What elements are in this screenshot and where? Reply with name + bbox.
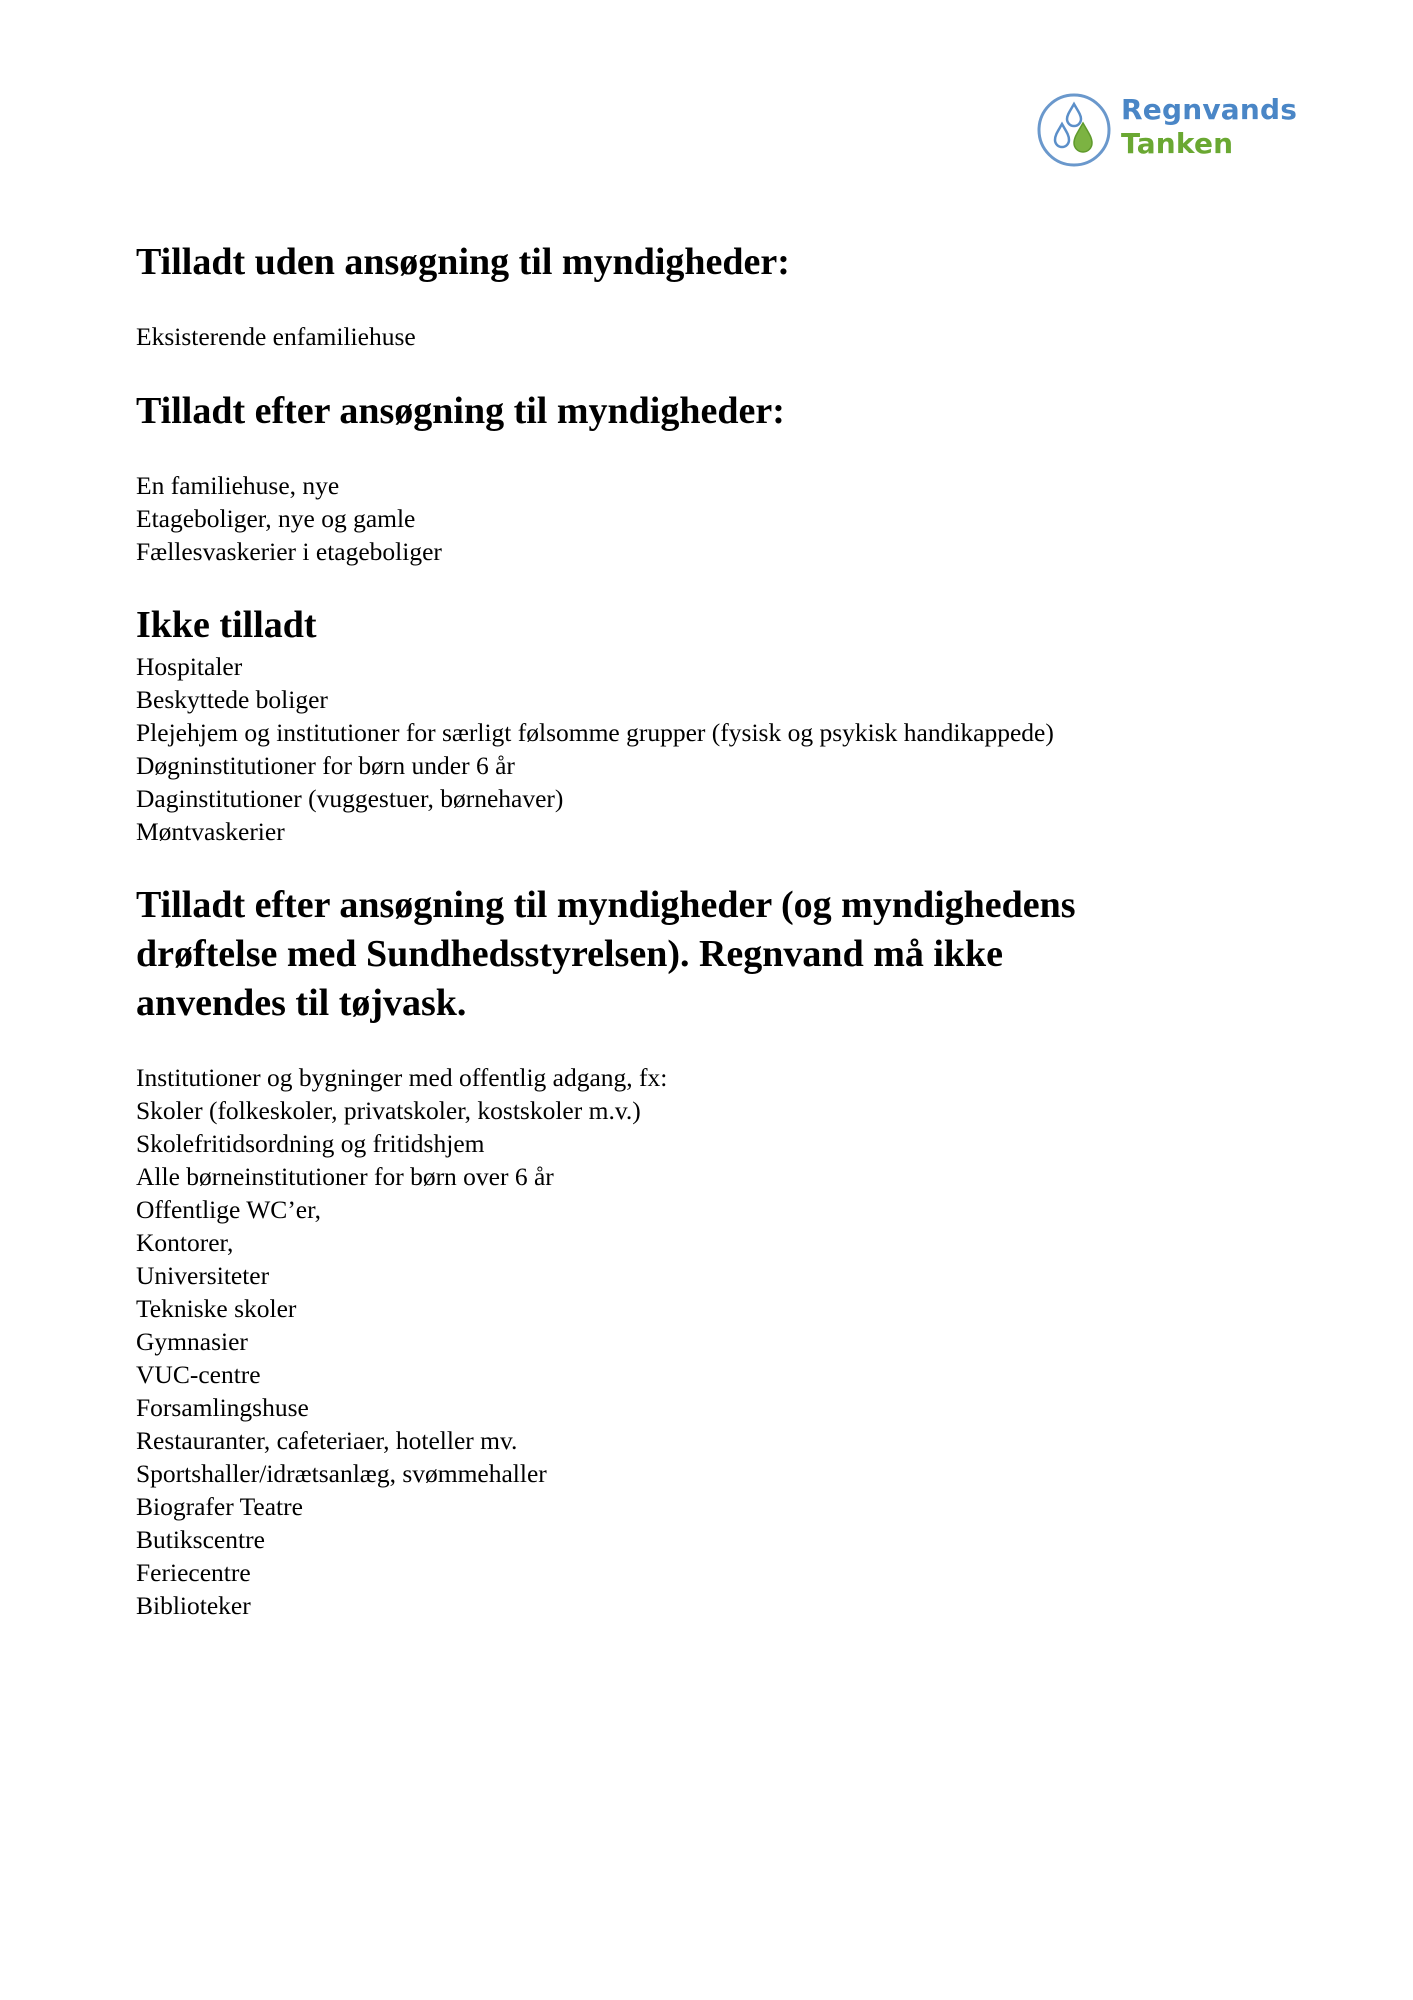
list-item: Eksisterende enfamiliehuse (136, 322, 416, 351)
list-item: Døgninstitutioner for børn under 6 år (136, 751, 515, 780)
list-item: Biografer Teatre (136, 1492, 303, 1521)
list-item: Beskyttede boliger (136, 685, 328, 714)
list-item: Universiteter (136, 1261, 270, 1290)
section-list (136, 650, 1054, 848)
list-item: Sportshaller/idrætsanlæg, svømmehaller (136, 1459, 547, 1488)
section-list (136, 469, 442, 568)
list-item: Møntvaskerier (136, 817, 285, 846)
list-item: Butikscentre (136, 1525, 265, 1554)
brand-logo (1034, 90, 1298, 170)
heading-line: anvendes til tøjvask. (136, 982, 467, 1024)
list-item: Hospitaler (136, 652, 243, 681)
section-list (136, 1061, 667, 1622)
section-heading: Ikke tilladt (136, 604, 317, 646)
section-heading: Tilladt uden ansøgning til myndigheder: (136, 241, 790, 283)
list-item: Fællesvaskerier i etageboliger (136, 537, 442, 566)
list-item: Tekniske skoler (136, 1294, 297, 1323)
list-item: En familiehuse, nye (136, 471, 340, 500)
list-item: Skoler (folkeskoler, privatskoler, kostskoler m.v.) (136, 1096, 641, 1125)
list-item: Biblioteker (136, 1591, 251, 1620)
water-drops-icon (1034, 90, 1114, 170)
heading-line: Tilladt efter ansøgning til myndigheder (og myndighedens (136, 884, 1076, 926)
list-item: Skolefritidsordning og fritidshjem (136, 1129, 485, 1158)
section-heading: Tilladt efter ansøgning til myndigheder: (136, 390, 785, 432)
list-item: Institutioner og bygninger med offentlig adgang, fx: (136, 1063, 668, 1092)
section-heading (136, 881, 1076, 1028)
list-item: VUC-centre (136, 1360, 261, 1389)
list-item: Daginstitutioner (vuggestuer, børnehaver) (136, 784, 564, 813)
list-item: Alle børneinstitutioner for børn over 6 år (136, 1162, 554, 1191)
list-item: Plejehjem og institutioner for særligt følsomme grupper (fysisk og psykisk handikappede) (136, 718, 1054, 747)
list-item: Gymnasier (136, 1327, 248, 1356)
logo-text-regnvands: Regnvands (1121, 93, 1298, 126)
list-item: Offentlige WC’er, (136, 1195, 321, 1224)
list-item: Etageboliger, nye og gamle (136, 504, 416, 533)
list-item: Feriecentre (136, 1558, 251, 1587)
list-item: Restauranter, cafeteriaer, hoteller mv. (136, 1426, 518, 1455)
logo-text-tanken: Tanken (1121, 127, 1234, 160)
list-item: Forsamlingshuse (136, 1393, 309, 1422)
section-list (136, 320, 416, 353)
heading-line: drøftelse med Sundhedsstyrelsen). Regnvand må ikke (136, 933, 1004, 975)
list-item: Kontorer, (136, 1228, 234, 1257)
